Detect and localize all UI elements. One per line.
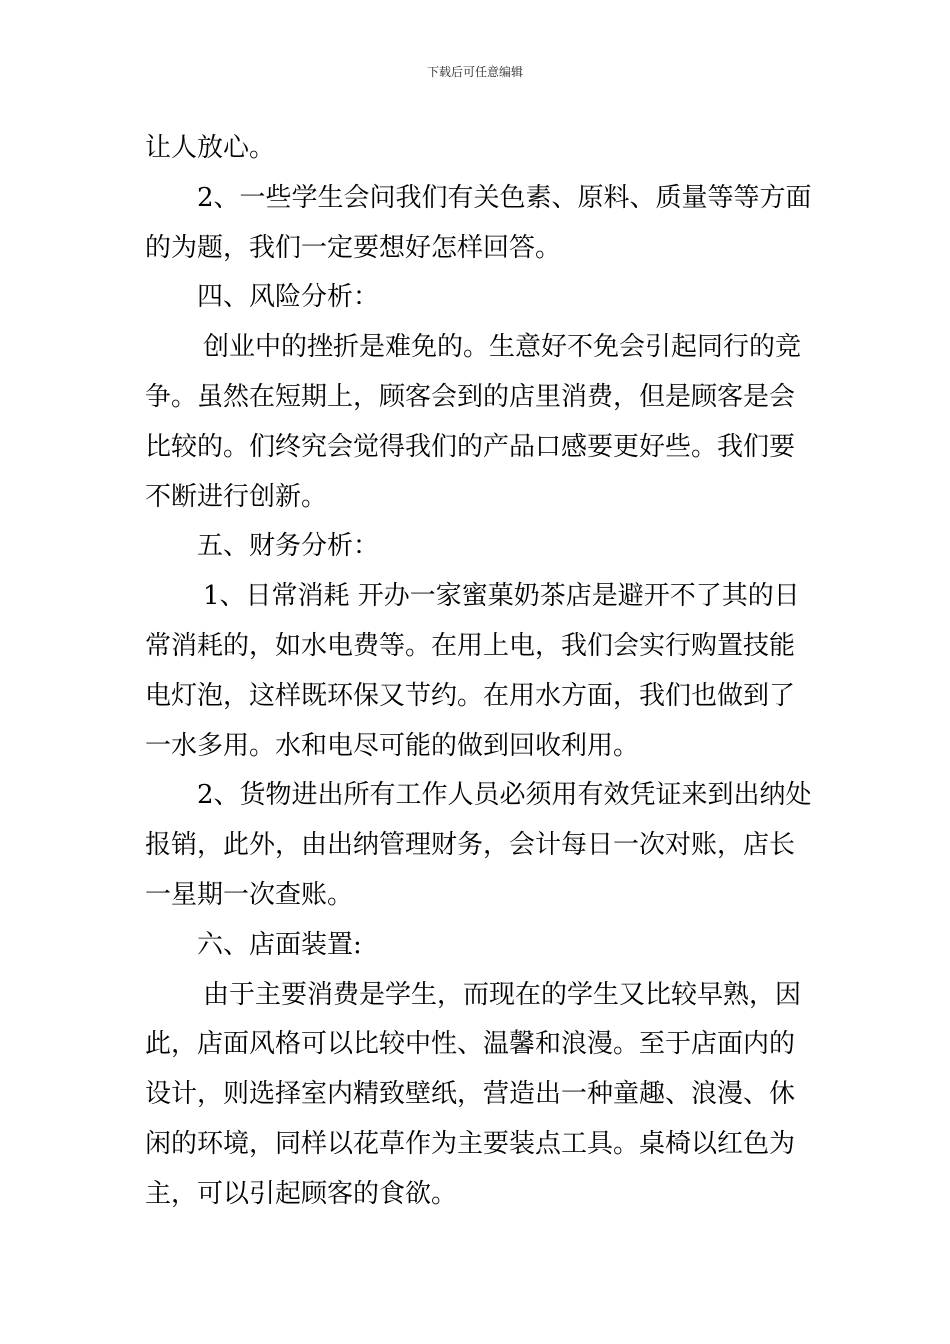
text-line: 报销，此外，由出纳管理财务，会计每日一次对账，店长	[145, 830, 796, 861]
list-item-line: 2、货物进出所有工作人员必须用有效凭证来到出纳处	[197, 780, 812, 811]
text-line: 一星期一次查账。	[145, 879, 354, 910]
text-line: 一水多用。水和电尽可能的做到回收利用。	[145, 730, 640, 761]
section-heading-store-decoration: 六、店面装置:	[197, 929, 362, 960]
text-line: 比较的。们终究会觉得我们的产品口感要更好些。我们要	[145, 431, 796, 462]
text-line: 此，店面风格可以比较中性、温馨和浪漫。至于店面内的	[145, 1029, 796, 1060]
text-line: 常消耗的，如水电费等。在用上电，我们会实行购置技能	[145, 630, 796, 661]
page-header-note: 下载后可任意编辑	[426, 65, 523, 79]
list-item-line: 2、一些学生会问我们有关色素、原料、质量等等方面	[197, 182, 812, 213]
text-line: 主，可以引起顾客的食欲。	[145, 1178, 458, 1209]
section-heading-financial-analysis: 五、财务分析：	[197, 531, 380, 562]
paragraph-first-line: 由于主要消费是学生，而现在的学生又比较早熟，因	[203, 979, 802, 1010]
text-line: 争。虽然在短期上，顾客会到的店里消费，但是顾客是会	[145, 381, 796, 412]
text-line: 电灯泡，这样既环保又节约。在用水方面，我们也做到了	[145, 680, 796, 711]
paragraph-first-line: 创业中的挫折是难免的。生意好不免会引起同行的竞	[203, 332, 802, 363]
text-line: 的为题，我们一定要想好怎样回答。	[145, 232, 562, 263]
list-item-line: 1、日常消耗 开办一家蜜菓奶茶店是避开不了其的日	[203, 581, 800, 612]
section-heading-risk-analysis: 四、风险分析：	[197, 282, 380, 313]
text-line: 闲的环境，同样以花草作为主要装点工具。桌椅以红色为	[145, 1128, 796, 1159]
text-line: 设计，则选择室内精致壁纸，营造出一种童趣、浪漫、休	[145, 1079, 796, 1110]
text-line: 让人放心。	[145, 133, 276, 163]
text-line: 不断进行创新。	[145, 481, 328, 512]
document-body	[145, 124, 810, 1220]
